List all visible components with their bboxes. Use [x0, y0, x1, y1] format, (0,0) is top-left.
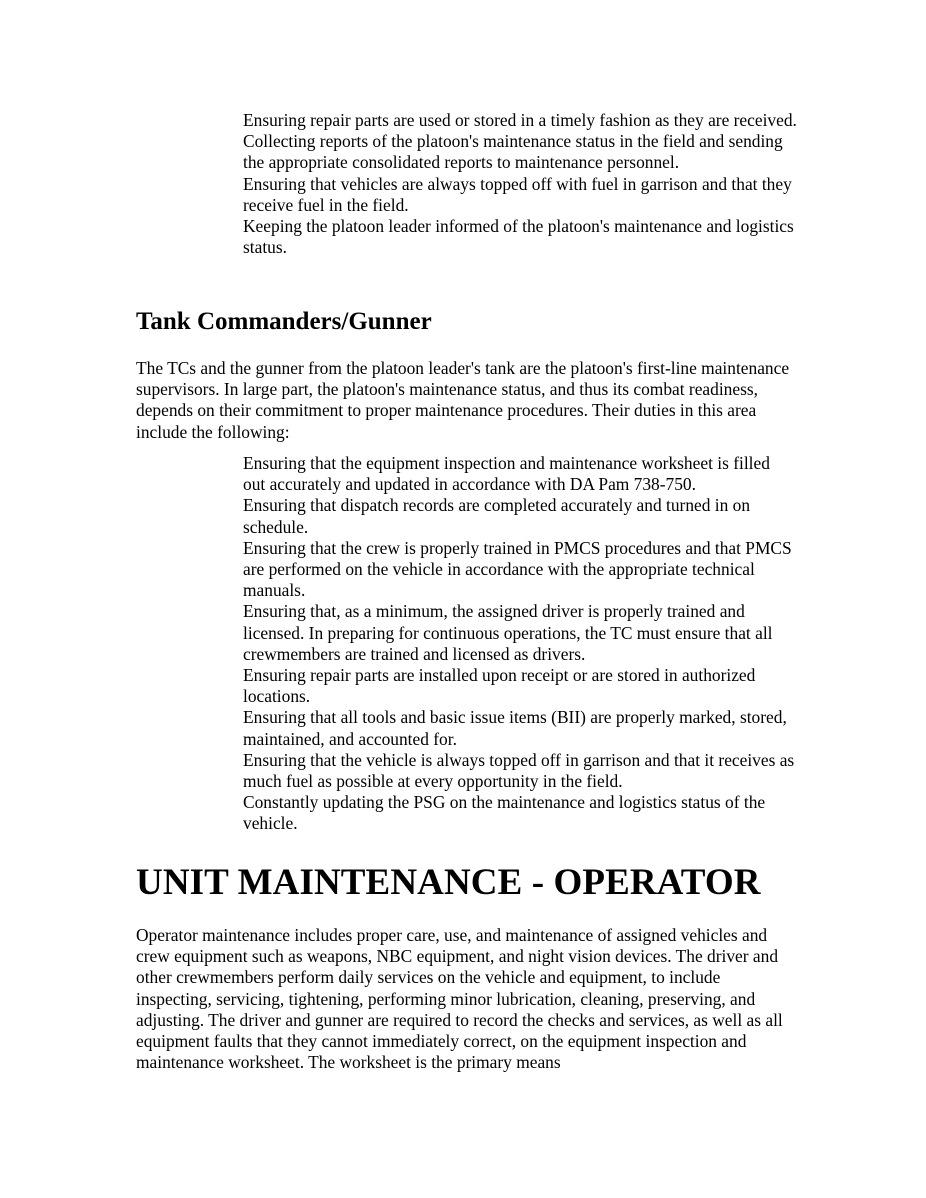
list-item: Ensuring that, as a minimum, the assigned driver is properly trained and licensed. In preparing for continuous operations, the TC must ensure that all crewmembers are trained and licensed as drivers. — [243, 601, 773, 664]
top-duty-list — [243, 110, 803, 258]
list-item: Ensuring that the equipment inspection and maintenance worksheet is filled out accurately and updated in accordance with DA Pam 738-750. — [243, 453, 770, 495]
list-item: Ensuring that the vehicle is always topped off in garrison and that it receives as much fuel as possible at every opportunity in the field. — [243, 749, 795, 792]
list-item: Keeping the platoon leader informed of the platoon's maintenance and logistics status. — [243, 216, 794, 258]
list-item: Ensuring that the crew is properly trained in PMCS procedures and that PMCS are performed on the vehicle in accordance with the appropriate technical manuals. — [243, 537, 792, 601]
chapter-heading: UNIT MAINTENANCE - OPERATOR — [136, 862, 761, 903]
list-item: Ensuring repair parts are used or stored in a timely fashion as they are received. — [243, 110, 797, 130]
section-heading: Tank Commanders/Gunner — [136, 308, 432, 335]
list-item: Ensuring that all tools and basic issue items (BII) are properly marked, stored, maintained, and accounted for. — [243, 707, 787, 749]
list-item: Ensuring repair parts are installed upon receipt or are stored in authorized locations. — [243, 665, 756, 707]
chapter-paragraph: Operator maintenance includes proper care, use, and maintenance of assigned vehicles and crew equipment such as weapons, NBC equipment, and night vision devices. The driver and other crewmembers perform daily services on the vehicle and equipment, to include inspecting, servicing, tightening, performing minor lubrication, cleaning, preserving, and adjusting. The driver and gunner are required to record the checks and services, as well as all equipment faults that they cannot immediately correct, on the equipment inspection and maintenance worksheet. The worksheet is the primary means — [136, 925, 783, 1073]
tc-duty-list — [243, 453, 795, 835]
section-intro-paragraph: The TCs and the gunner from the platoon leader's tank are the platoon's first-line maintenance supervisors. In large part, the platoon's maintenance status, and thus its combat readiness, depends on their commitment to proper maintenance procedures. Their duties in this area include the following: — [136, 358, 790, 442]
list-item: Ensuring that dispatch records are completed accurately and turned in on schedule. — [243, 495, 751, 537]
list-item: Constantly updating the PSG on the maintenance and logistics status of the vehicle. — [243, 792, 766, 834]
list-item: Collecting reports of the platoon's maintenance status in the field and sending the appropriate consolidated reports to maintenance personnel. — [243, 131, 783, 173]
list-item: Ensuring that vehicles are always topped off with fuel in garrison and that they receive fuel in the field. — [243, 173, 792, 215]
